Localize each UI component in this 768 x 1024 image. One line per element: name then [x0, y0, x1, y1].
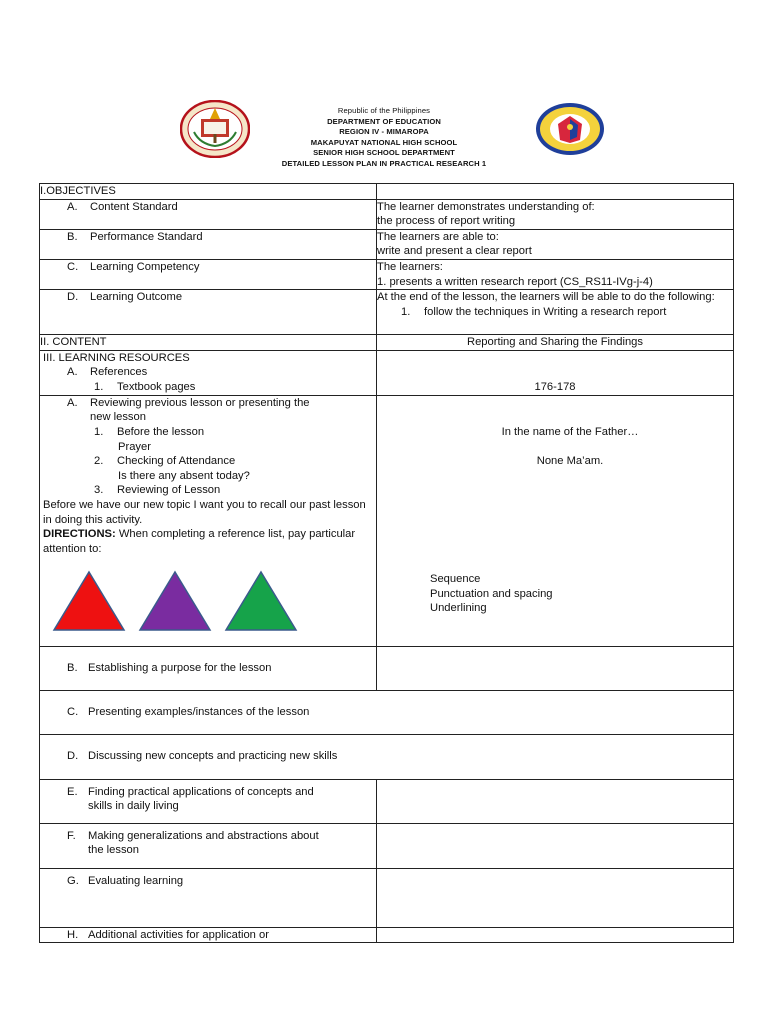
section-f-line2: the lesson — [88, 844, 139, 857]
response-prayer: In the name of the Father… — [501, 425, 639, 438]
item-number: 1. — [94, 380, 104, 393]
performance-standard-line1: The learners are able to: — [377, 230, 499, 243]
item-number: 1. — [401, 305, 411, 318]
header-line: REGION IV - MIMAROPA — [339, 127, 429, 137]
red-triangle — [52, 570, 126, 632]
table-row — [40, 290, 734, 335]
document-header — [0, 106, 768, 170]
table-row — [40, 229, 734, 259]
learning-competency-line2: 1. presents a written research report (CS_RS11-IVg-j-4) — [377, 275, 653, 288]
performance-standard-label: Performance Standard — [90, 230, 203, 243]
learning-outcome-line1: At the end of the lesson, the learners will be able to do the following: — [377, 291, 715, 304]
table-row — [40, 779, 734, 823]
table-row — [40, 259, 734, 289]
review-line1: Reviewing previous lesson or presenting the — [90, 396, 310, 409]
table-row — [40, 184, 734, 200]
triangle-group — [52, 570, 376, 636]
section-c-label: Presenting examples/instances of the lesson — [88, 705, 310, 718]
table-row — [40, 734, 734, 779]
step-prayer: Prayer — [118, 440, 151, 453]
item-letter: G. — [67, 874, 79, 887]
table-row — [40, 868, 734, 927]
purple-triangle — [138, 570, 212, 632]
section-f-line1: Making generalizations and abstractions about — [88, 829, 319, 842]
table-row — [40, 646, 734, 690]
item-letter: D. — [67, 291, 79, 304]
recall-text: Before we have our new topic I want you to recall our past lesson in doing this activity. — [43, 498, 366, 526]
item-number: 2. — [94, 455, 104, 468]
item-letter: A. — [67, 396, 78, 409]
step-before-lesson: Before the lesson — [117, 425, 205, 438]
answer-list — [377, 572, 733, 616]
content-value: Reporting and Sharing the Findings — [377, 335, 734, 351]
section-e-line2: skills in daily living — [88, 800, 179, 813]
item-letter: A. — [67, 366, 78, 379]
green-triangle — [224, 570, 298, 632]
section-h-label: Additional activities for application or — [88, 928, 269, 941]
review-line2: new lesson — [90, 411, 146, 424]
item-letter: F. — [67, 829, 76, 842]
answer-item: Punctuation and spacing — [430, 587, 553, 600]
objectives-heading: I.OBJECTIVES — [40, 184, 377, 200]
header-line: Republic of the Philippines — [337, 106, 431, 115]
step-absent-question: Is there any absent today? — [118, 469, 250, 482]
section-b-label: Establishing a purpose for the lesson — [88, 661, 272, 674]
table-row — [40, 350, 734, 395]
item-number: 3. — [94, 484, 104, 497]
header-line: DETAILED LESSON PLAN IN PRACTICAL RESEARCH 1 — [281, 158, 487, 168]
section-e-line1: Finding practical applications of concepts and — [88, 785, 314, 798]
item-letter: C. — [67, 705, 79, 718]
directions-label: DIRECTIONS: — [43, 528, 116, 541]
response-absent: None Ma’am. — [536, 455, 604, 468]
lesson-plan-table — [39, 183, 734, 943]
table-row — [40, 335, 734, 351]
content-standard-label: Content Standard — [90, 200, 178, 213]
item-letter: B. — [67, 661, 78, 674]
table-row — [40, 927, 734, 943]
header-line: MAKAPUYAT NATIONAL HIGH SCHOOL — [310, 137, 458, 147]
header-line: DEPARTMENT OF EDUCATION — [327, 116, 441, 126]
item-letter: H. — [67, 928, 79, 941]
answer-item: Underlining — [430, 602, 487, 615]
item-letter: D. — [67, 750, 79, 763]
content-standard-line1: The learner demonstrates understanding of: — [377, 200, 595, 213]
learning-outcome-label: Learning Outcome — [90, 291, 183, 304]
item-number: 1. — [94, 425, 104, 438]
performance-standard-line2: write and present a clear report — [377, 245, 532, 258]
table-row — [40, 690, 734, 734]
section-d-label: Discussing new concepts and practicing new skills — [88, 750, 338, 763]
item-letter: A. — [67, 200, 78, 213]
table-row — [40, 199, 734, 229]
item-letter: C. — [67, 260, 79, 273]
learning-outcome-item: follow the techniques in Writing a research report — [424, 305, 667, 318]
step-reviewing: Reviewing of Lesson — [117, 484, 221, 497]
directions-text: When completing a reference list, pay particular attention to: — [43, 528, 356, 555]
header-line: SENIOR HIGH SCHOOL DEPARTMENT — [313, 148, 455, 158]
learning-competency-label: Learning Competency — [90, 260, 200, 273]
content-heading: II. CONTENT — [40, 335, 377, 351]
answer-item: Sequence — [430, 572, 481, 585]
section-g-label: Evaluating learning — [88, 874, 184, 887]
content-standard-line2: the process of report writing — [377, 215, 516, 228]
item-letter: B. — [67, 230, 78, 243]
textbook-pages-value: 176-178 — [534, 380, 576, 393]
learning-competency-line1: The learners: — [377, 260, 443, 273]
directions-paragraph — [40, 527, 376, 556]
table-row — [40, 823, 734, 868]
step-attendance: Checking of Attendance — [117, 455, 236, 468]
textbook-label: Textbook pages — [117, 380, 196, 393]
item-letter: E. — [67, 785, 78, 798]
table-row — [40, 395, 734, 646]
resources-heading: III. LEARNING RESOURCES — [43, 351, 190, 364]
references-label: References — [90, 366, 148, 379]
